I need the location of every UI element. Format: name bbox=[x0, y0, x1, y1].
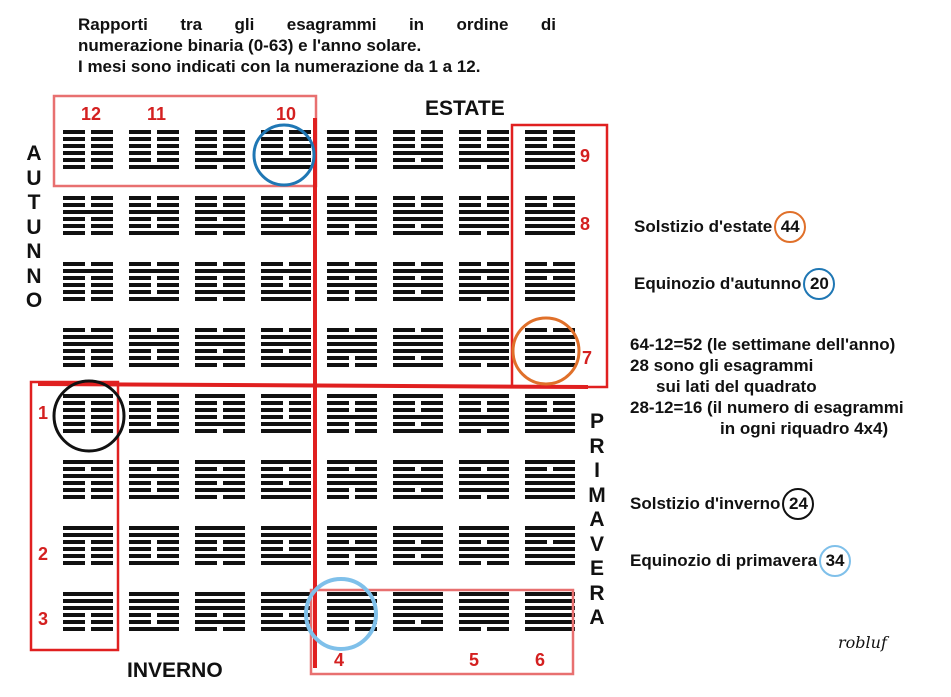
autunno-letter: O bbox=[25, 289, 43, 312]
legend-spring-equinox bbox=[630, 545, 851, 577]
hexagram bbox=[129, 592, 179, 631]
month-2: 2 bbox=[38, 544, 49, 564]
hexagram bbox=[393, 460, 443, 499]
month-7: 7 bbox=[582, 348, 593, 368]
hexagram bbox=[525, 130, 575, 169]
hexagram bbox=[129, 130, 179, 169]
hexagram bbox=[261, 328, 311, 367]
hexagram bbox=[261, 592, 311, 631]
hexagram bbox=[261, 460, 311, 499]
month-8: 8 bbox=[580, 214, 591, 234]
autunno-letter: U bbox=[26, 215, 42, 239]
legend-spring-equinox-label: Equinozio di primavera bbox=[630, 551, 818, 570]
hexagram bbox=[261, 394, 311, 433]
hexagram bbox=[327, 196, 377, 235]
hexagram bbox=[459, 394, 509, 433]
hexagram bbox=[327, 394, 377, 433]
label-primavera bbox=[585, 410, 609, 631]
hexagram bbox=[261, 196, 311, 235]
hexagram bbox=[525, 526, 575, 565]
note-square-sides: sui lati del quadrato bbox=[656, 377, 817, 396]
hexagram bbox=[129, 394, 179, 433]
hexagram bbox=[63, 460, 113, 499]
hexagram bbox=[525, 394, 575, 433]
hexagram bbox=[459, 526, 509, 565]
hexagram bbox=[63, 262, 113, 301]
hexagram bbox=[525, 460, 575, 499]
hexagram bbox=[195, 460, 245, 499]
month-3: 3 bbox=[38, 609, 49, 629]
signature: robluf bbox=[838, 633, 887, 652]
hexagram bbox=[393, 328, 443, 367]
hexagram bbox=[459, 328, 509, 367]
primavera-letter: I bbox=[594, 459, 600, 482]
hexagram bbox=[261, 526, 311, 565]
hexagram bbox=[525, 196, 575, 235]
legend-summer-solstice-badge: 44 bbox=[774, 211, 806, 243]
legend-spring-equinox-badge: 34 bbox=[819, 545, 851, 577]
hexagram bbox=[195, 130, 245, 169]
hexagram bbox=[525, 328, 575, 367]
hexagram bbox=[195, 394, 245, 433]
primavera-letter: P bbox=[589, 410, 604, 433]
label-autunno bbox=[22, 142, 46, 314]
hexagram bbox=[459, 592, 509, 631]
label-inverno: INVERNO bbox=[127, 659, 223, 682]
month-9: 9 bbox=[580, 146, 591, 166]
hexagram bbox=[63, 196, 113, 235]
autunno-letter: N bbox=[26, 240, 42, 263]
hexagram bbox=[393, 526, 443, 565]
primavera-letter: R bbox=[589, 434, 605, 458]
hexagram bbox=[63, 130, 113, 169]
hexagram bbox=[63, 328, 113, 367]
legend-winter-solstice-badge: 24 bbox=[782, 488, 814, 520]
label-estate: ESTATE bbox=[425, 97, 505, 120]
hexagram bbox=[327, 328, 377, 367]
hexagram bbox=[393, 592, 443, 631]
month-4: 4 bbox=[334, 650, 345, 670]
primavera-letter: M bbox=[588, 483, 606, 507]
legend-autumn-equinox-label: Equinozio d'autunno bbox=[634, 274, 802, 293]
hexagram bbox=[525, 592, 575, 631]
autunno-letter: T bbox=[27, 191, 41, 214]
hexagram bbox=[459, 460, 509, 499]
hexagram bbox=[129, 460, 179, 499]
hexagram bbox=[327, 526, 377, 565]
hexagram bbox=[393, 262, 443, 301]
note-side-hexagrams: 28 sono gli esagrammi bbox=[630, 356, 814, 375]
hexagram bbox=[327, 592, 377, 631]
legend-winter-solstice bbox=[630, 488, 814, 520]
month-1: 1 bbox=[38, 403, 49, 423]
autunno-letter: N bbox=[26, 264, 42, 288]
month-5: 5 bbox=[469, 650, 480, 670]
month-12: 12 bbox=[81, 104, 102, 124]
month-6: 6 bbox=[535, 650, 546, 670]
hexagram bbox=[195, 196, 245, 235]
hexagram bbox=[261, 130, 311, 169]
legend-winter-solstice-label: Solstizio d'inverno bbox=[630, 494, 781, 513]
primavera-letter: A bbox=[589, 606, 605, 629]
primavera-letter: E bbox=[589, 557, 604, 580]
hexagram bbox=[393, 394, 443, 433]
hexagram bbox=[63, 394, 113, 433]
month-11: 11 bbox=[147, 104, 167, 124]
hexagram bbox=[129, 328, 179, 367]
hexagram bbox=[195, 262, 245, 301]
title-line-1: Rapporti tra gli esagrammi in ordine di bbox=[78, 15, 556, 34]
hexagram bbox=[459, 196, 509, 235]
autunno-letter: U bbox=[26, 166, 42, 190]
hexagram bbox=[525, 262, 575, 301]
legend-autumn-equinox-badge: 20 bbox=[803, 268, 835, 300]
hexagram bbox=[327, 460, 377, 499]
autunno-letter: A bbox=[26, 142, 42, 165]
hexagram bbox=[261, 262, 311, 301]
hexagram bbox=[129, 262, 179, 301]
cross-horizontal bbox=[38, 384, 588, 387]
hexagram bbox=[129, 196, 179, 235]
hexagram-cells bbox=[63, 130, 575, 631]
hexagram bbox=[63, 592, 113, 631]
hexagram bbox=[327, 262, 377, 301]
hexagram bbox=[195, 526, 245, 565]
note-count: 28-12=16 (il numero di esagrammi bbox=[630, 398, 904, 417]
hexagram bbox=[393, 130, 443, 169]
hexagram bbox=[195, 328, 245, 367]
title-line-3: I mesi sono indicati con la numerazione da 1 a 12. bbox=[78, 57, 481, 76]
hexagram bbox=[327, 130, 377, 169]
hexagram bbox=[195, 592, 245, 631]
legend-summer-solstice-label: Solstizio d'estate bbox=[634, 217, 773, 236]
hexagram bbox=[459, 130, 509, 169]
note-subgrid: in ogni riquadro 4x4) bbox=[720, 419, 889, 438]
title-line-2: numerazione binaria (0-63) e l'anno solare. bbox=[78, 36, 422, 55]
month-10: 10 bbox=[276, 104, 297, 124]
hexagram bbox=[129, 526, 179, 565]
primavera-letter: R bbox=[589, 581, 605, 605]
legend-summer-solstice bbox=[634, 211, 806, 243]
frame-months-7-9 bbox=[512, 125, 607, 387]
legend-autumn-equinox bbox=[634, 268, 835, 300]
primavera-letter: A bbox=[589, 508, 605, 531]
hexagram bbox=[459, 262, 509, 301]
hexagram bbox=[393, 196, 443, 235]
hexagram bbox=[63, 526, 113, 565]
note-weeks: 64-12=52 (le settimane dell'anno) bbox=[630, 335, 896, 354]
primavera-letter: V bbox=[589, 532, 604, 556]
